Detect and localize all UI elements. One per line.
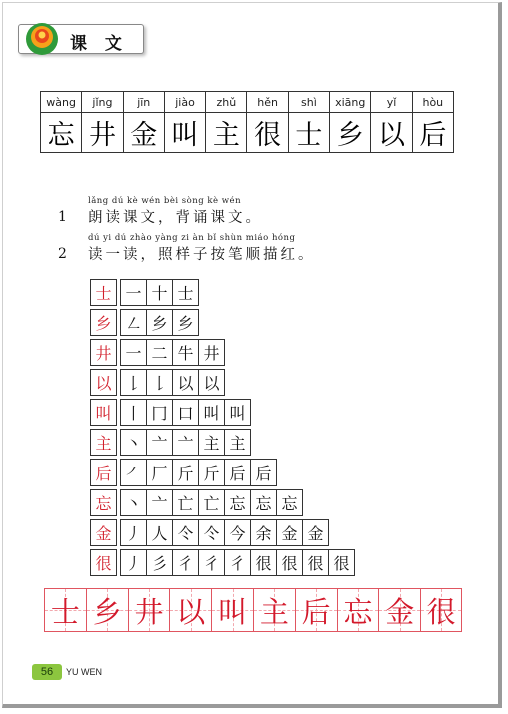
stroke-step: 𠄌	[146, 369, 173, 396]
stroke-step: 冂	[146, 399, 173, 426]
practice-char: 叫	[218, 594, 248, 629]
vocab-table	[40, 91, 454, 153]
stroke-head-char: 金	[90, 519, 117, 546]
stroke-row	[90, 549, 354, 576]
stroke-step: 人	[146, 519, 173, 546]
stroke-row	[90, 399, 354, 426]
practice-char: 井	[134, 594, 164, 629]
stroke-head-char: 乡	[90, 309, 117, 336]
stroke-step: 亠	[172, 429, 199, 456]
vocab-pinyin: jǐng	[82, 92, 122, 113]
stroke-order-grid	[90, 279, 354, 579]
stroke-step: 主	[224, 429, 251, 456]
footer-label: YU WEN	[66, 667, 102, 677]
practice-char: 忘	[343, 594, 373, 629]
vocab-cell	[206, 92, 247, 152]
vocab-cell	[165, 92, 206, 152]
vocab-pinyin: hòu	[413, 92, 453, 113]
vocab-cell	[41, 92, 82, 152]
practice-cell	[211, 588, 253, 632]
stroke-step: 亠	[146, 429, 173, 456]
vocab-char: 叫	[171, 120, 199, 151]
stroke-step: 彳	[172, 549, 199, 576]
stroke-step: 丿	[120, 549, 147, 576]
vocab-pinyin: jiào	[165, 92, 205, 113]
vocab-cell	[124, 92, 165, 152]
stroke-step: 叫	[224, 399, 251, 426]
stroke-head-char: 以	[90, 369, 117, 396]
stroke-step: 斤	[198, 459, 225, 486]
practice-cell	[128, 588, 170, 632]
vocab-pinyin: yǐ	[371, 92, 411, 113]
stroke-step: 井	[198, 339, 225, 366]
vocab-pinyin: jīn	[124, 92, 164, 113]
stroke-step: 厂	[146, 459, 173, 486]
stroke-head-char: 后	[90, 459, 117, 486]
stroke-head-char: 主	[90, 429, 117, 456]
stroke-step: 口	[172, 399, 199, 426]
stroke-step: 十	[146, 279, 173, 306]
stroke-step: 𠄌	[120, 369, 147, 396]
stroke-step: 以	[172, 369, 199, 396]
stroke-row	[90, 459, 354, 486]
vocab-cell	[289, 92, 330, 152]
stroke-step: 忘	[250, 489, 277, 516]
stroke-step: 很	[302, 549, 329, 576]
vocab-pinyin: shì	[289, 92, 329, 113]
instruction-text: 读一读，照样子按笔顺描红。	[88, 247, 316, 263]
stroke-step: 后	[250, 459, 277, 486]
stroke-step: 斤	[172, 459, 199, 486]
stroke-step: 一	[120, 339, 147, 366]
practice-char: 后	[301, 594, 331, 629]
stroke-head-char: 很	[90, 549, 117, 576]
practice-cell	[337, 588, 379, 632]
stroke-step: 亡	[198, 489, 225, 516]
stroke-step: 忘	[224, 489, 251, 516]
vocab-pinyin: xiāng	[330, 92, 370, 113]
stroke-head-char: 井	[90, 339, 117, 366]
stroke-step: 金	[302, 519, 329, 546]
stroke-row	[90, 279, 354, 306]
stroke-step: 一	[120, 279, 147, 306]
stroke-row	[90, 369, 354, 396]
stroke-step: 亡	[172, 489, 199, 516]
vocab-cell	[247, 92, 288, 152]
practice-char: 以	[176, 594, 206, 629]
stroke-step: 叫	[198, 399, 225, 426]
stroke-step: 乡	[146, 309, 173, 336]
stroke-step: 仒	[172, 519, 199, 546]
stroke-step: 后	[224, 459, 251, 486]
stroke-row	[90, 429, 354, 456]
stroke-step: 余	[250, 519, 277, 546]
instruction-pinyin: dú yi dú zhào yàng zi àn bǐ shùn miáo hóng	[88, 233, 296, 243]
instruction-number: 2	[58, 246, 67, 262]
stroke-step: 仒	[198, 519, 225, 546]
instruction-number: 1	[58, 209, 67, 225]
stroke-step: 很	[276, 549, 303, 576]
stroke-step: ㇒	[120, 459, 147, 486]
section-title: 课 文	[70, 34, 128, 54]
stroke-step: 丶	[120, 429, 147, 456]
practice-cell	[420, 588, 462, 632]
vocab-char: 后	[419, 120, 447, 151]
practice-char: 士	[50, 594, 80, 629]
practice-cell	[378, 588, 420, 632]
stroke-step: 今	[224, 519, 251, 546]
vocab-cell	[330, 92, 371, 152]
stroke-step: 二	[146, 339, 173, 366]
vocab-char: 井	[88, 120, 116, 151]
stroke-step: 彡	[146, 549, 173, 576]
vocab-char: 很	[254, 120, 282, 151]
stroke-step: 乡	[172, 309, 199, 336]
vocab-cell	[82, 92, 123, 152]
stroke-row	[90, 519, 354, 546]
stroke-row	[90, 489, 354, 516]
practice-cell	[253, 588, 295, 632]
stroke-step: 丶	[120, 489, 147, 516]
stroke-step: 彳	[198, 549, 225, 576]
practice-cell	[295, 588, 337, 632]
stroke-head-char: 叫	[90, 399, 117, 426]
vocab-char: 主	[212, 120, 240, 151]
stroke-row	[90, 309, 354, 336]
stroke-step: 忘	[276, 489, 303, 516]
vocab-char: 忘	[47, 120, 75, 151]
practice-row	[44, 588, 462, 632]
stroke-step: 很	[250, 549, 277, 576]
vocab-pinyin: zhǔ	[206, 92, 246, 113]
stroke-step: 以	[198, 369, 225, 396]
practice-cell	[169, 588, 211, 632]
vocab-char: 金	[130, 120, 158, 151]
stroke-step: 金	[276, 519, 303, 546]
practice-char: 金	[385, 594, 415, 629]
practice-cell	[44, 588, 86, 632]
vocab-cell	[371, 92, 412, 152]
practice-char: 乡	[92, 594, 122, 629]
vocab-char: 士	[295, 120, 323, 151]
stroke-step: 彳	[224, 549, 251, 576]
vocab-pinyin: wàng	[41, 92, 81, 113]
page-number: 56	[32, 664, 62, 680]
vocab-char: 乡	[336, 120, 364, 151]
practice-char: 主	[259, 594, 289, 629]
stroke-head-char: 忘	[90, 489, 117, 516]
vocab-cell	[413, 92, 453, 152]
stroke-step: ㇜	[120, 309, 147, 336]
instruction-text: 朗读课文，背诵课文。	[88, 210, 263, 226]
vocab-pinyin: hěn	[247, 92, 287, 113]
stroke-step: 士	[172, 279, 199, 306]
stroke-step: 牛	[172, 339, 199, 366]
stroke-step: 亠	[146, 489, 173, 516]
stroke-head-char: 士	[90, 279, 117, 306]
stroke-step: 很	[328, 549, 355, 576]
stroke-step: 丿	[120, 519, 147, 546]
stroke-row	[90, 339, 354, 366]
flower-icon	[24, 21, 60, 57]
stroke-step: 丨	[120, 399, 147, 426]
practice-char: 很	[426, 594, 456, 629]
vocab-char: 以	[378, 120, 406, 151]
stroke-step: 主	[198, 429, 225, 456]
practice-cell	[86, 588, 128, 632]
instruction-pinyin: lǎng dú kè wén bèi sòng kè wén	[88, 196, 242, 206]
